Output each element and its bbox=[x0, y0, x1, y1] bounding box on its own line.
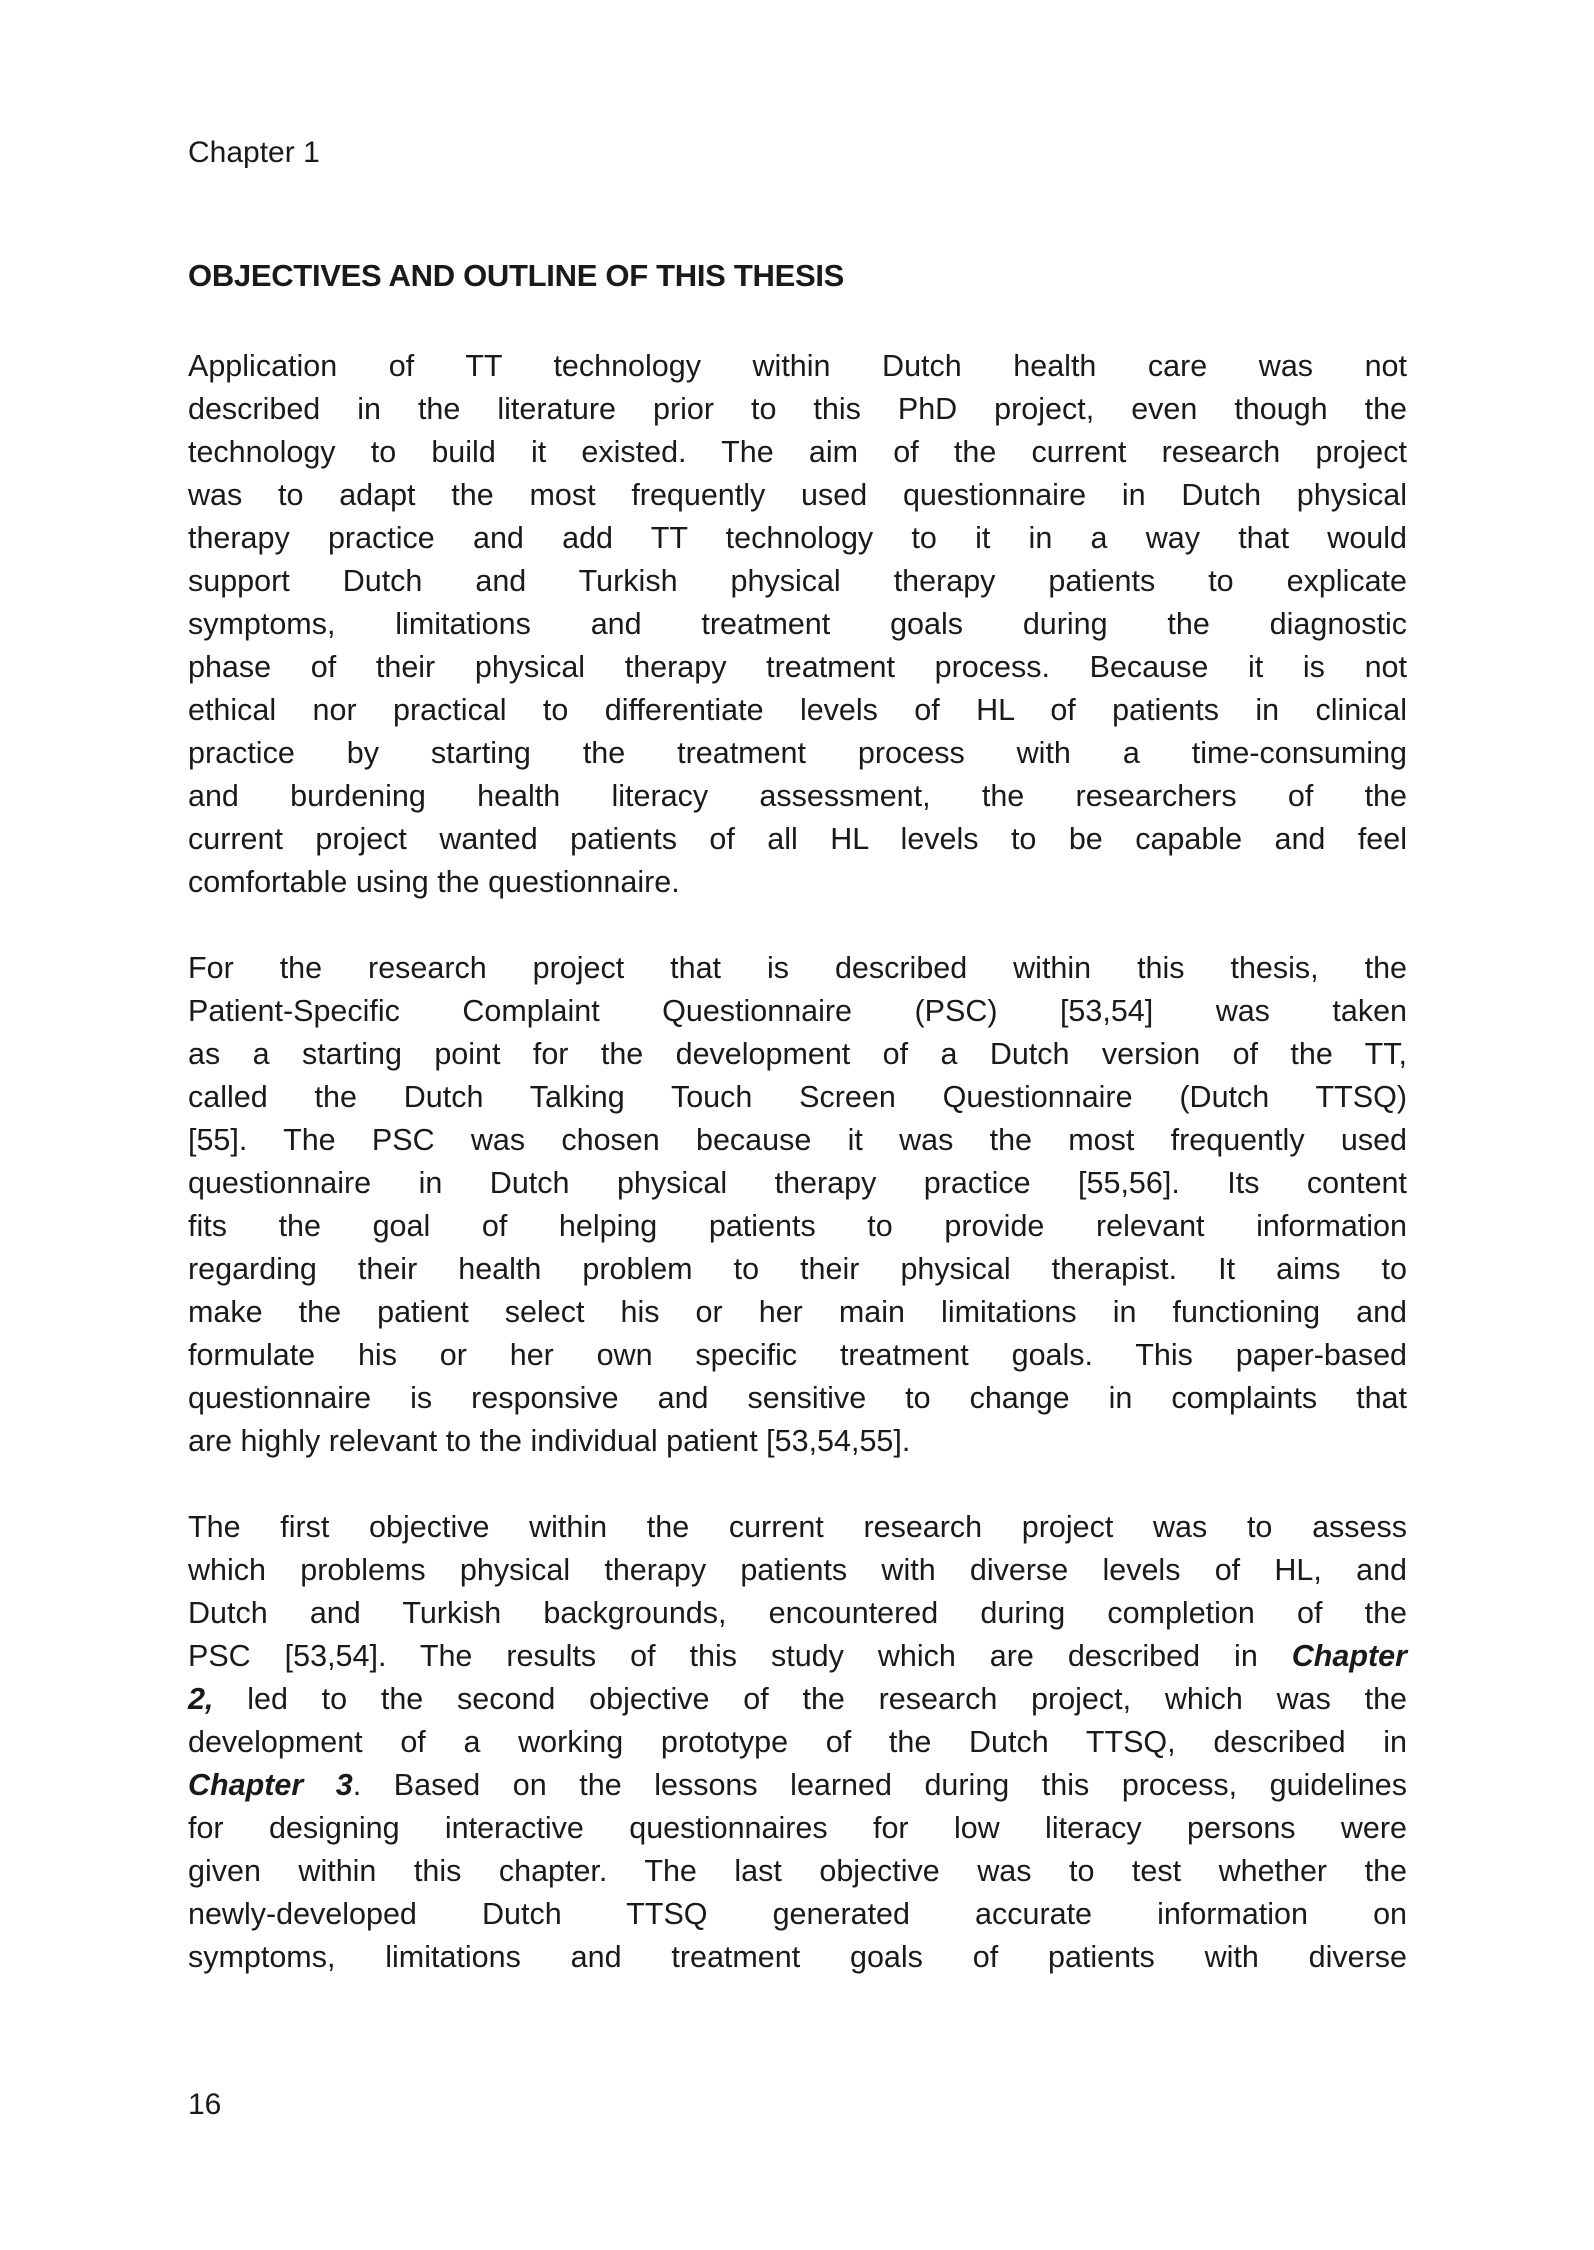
text-line: development of a working prototype of the Dutch TTSQ, described in bbox=[188, 1725, 1407, 1759]
text-line: fits the goal of helping patients to provide relevant information bbox=[188, 1209, 1407, 1243]
text-line: ethical nor practical to differentiate levels of HL of patients in clinical bbox=[188, 693, 1407, 727]
text-line: questionnaire in Dutch physical therapy practice [55,56]. Its content bbox=[188, 1166, 1407, 1200]
text-line: make the patient select his or her main limitations in functioning and bbox=[188, 1295, 1407, 1329]
chapter-reference: Chapter 3 bbox=[188, 1768, 353, 1802]
text-line: newly-developed Dutch TTSQ generated accurate information on bbox=[188, 1897, 1407, 1931]
text-line: symptoms, limitations and treatment goals of patients with diverse bbox=[188, 1940, 1407, 1974]
text-line: Patient-Specific Complaint Questionnaire (PSC) [53,54] was taken bbox=[188, 994, 1407, 1028]
text-line: and burdening health literacy assessment, the researchers of the bbox=[188, 779, 1407, 813]
text-segment: PSC [53,54]. The results of this study which are described in bbox=[188, 1639, 1292, 1673]
body-text bbox=[188, 345, 1407, 2022]
running-header: Chapter 1 bbox=[188, 136, 320, 169]
paragraph bbox=[188, 345, 1407, 904]
text-line: symptoms, limitations and treatment goals during the diagnostic bbox=[188, 607, 1407, 641]
text-line: formulate his or her own specific treatment goals. This paper-based bbox=[188, 1338, 1407, 1372]
paragraph bbox=[188, 947, 1407, 1463]
text-line: questionnaire is responsive and sensitive to change in complaints that bbox=[188, 1381, 1407, 1415]
text-line: are highly relevant to the individual patient [53,54,55]. bbox=[188, 1424, 911, 1458]
text-line: described in the literature prior to this PhD project, even though the bbox=[188, 392, 1407, 426]
text-line: Dutch and Turkish backgrounds, encountered during completion of the bbox=[188, 1596, 1407, 1630]
text-line: comfortable using the questionnaire. bbox=[188, 865, 680, 899]
text-segment: led to the second objective of the research project, which was the bbox=[213, 1682, 1407, 1716]
text-line: For the research project that is described within this thesis, the bbox=[188, 951, 1407, 985]
text-line: Application of TT technology within Dutch health care was not bbox=[188, 349, 1407, 383]
text-line: was to adapt the most frequently used questionnaire in Dutch physical bbox=[188, 478, 1407, 512]
section-heading: OBJECTIVES AND OUTLINE OF THIS THESIS bbox=[188, 258, 845, 293]
text-line: as a starting point for the development of a Dutch version of the TT, bbox=[188, 1037, 1407, 1071]
text-line: The first objective within the current research project was to assess bbox=[188, 1510, 1407, 1544]
text-line bbox=[188, 1678, 1407, 1721]
text-line: called the Dutch Talking Touch Screen Questionnaire (Dutch TTSQ) bbox=[188, 1080, 1407, 1114]
text-line: regarding their health problem to their physical therapist. It aims to bbox=[188, 1252, 1407, 1286]
chapter-reference: 2, bbox=[188, 1682, 214, 1716]
text-line: support Dutch and Turkish physical therapy patients to explicate bbox=[188, 564, 1407, 598]
text-line: [55]. The PSC was chosen because it was the most frequently used bbox=[188, 1123, 1407, 1157]
text-line: for designing interactive questionnaires for low literacy persons were bbox=[188, 1811, 1407, 1845]
text-segment: . Based on the lessons learned during this process, guidelines bbox=[352, 1768, 1407, 1802]
text-line: which problems physical therapy patients with diverse levels of HL, and bbox=[188, 1553, 1407, 1587]
text-line: therapy practice and add TT technology to it in a way that would bbox=[188, 521, 1407, 555]
chapter-reference: Chapter bbox=[1291, 1639, 1407, 1673]
text-line bbox=[188, 1635, 1407, 1678]
paragraph bbox=[188, 1506, 1407, 1979]
text-line bbox=[188, 1764, 1407, 1807]
text-line: technology to build it existed. The aim of the current research project bbox=[188, 435, 1407, 469]
text-line: given within this chapter. The last objective was to test whether the bbox=[188, 1854, 1407, 1888]
text-line: phase of their physical therapy treatment process. Because it is not bbox=[188, 650, 1407, 684]
page-number: 16 bbox=[188, 2088, 222, 2121]
text-line: practice by starting the treatment process with a time-consuming bbox=[188, 736, 1407, 770]
text-line: current project wanted patients of all HL levels to be capable and feel bbox=[188, 822, 1407, 856]
